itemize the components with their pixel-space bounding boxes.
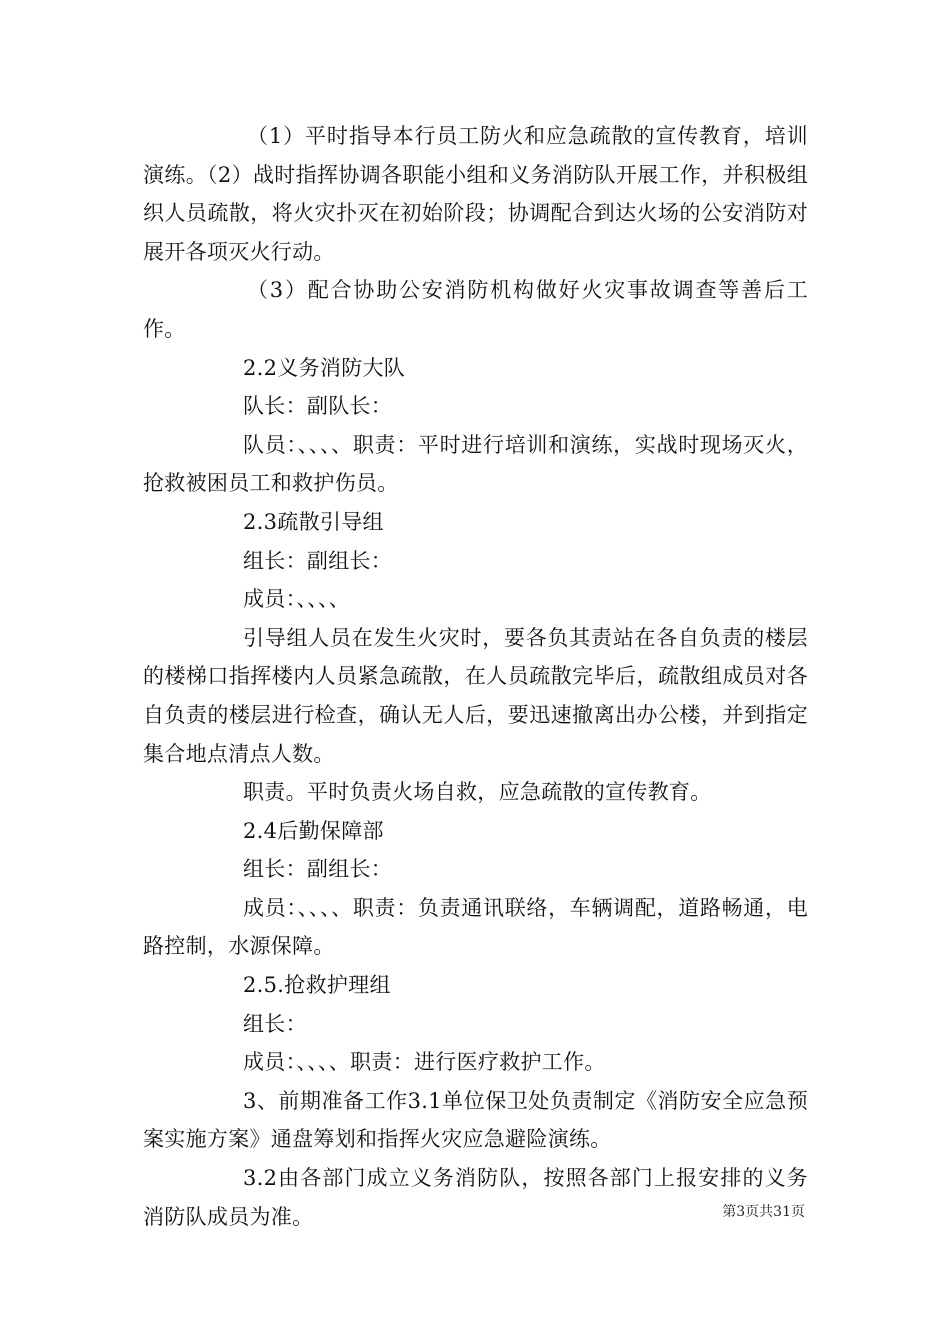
section-heading-2-5: 2.5.抢救护理组 — [243, 973, 391, 998]
paragraph-evacuation-guide: 引导组人员在发生火灾时，要各负其责站在各自负责的楼层的楼梯口指挥楼内人员紧急疏散，在人员疏散完毕后，疏散组成员对各自负责的楼层进行检查，确认无人后，要迅速撤离出办公楼，并到指定集合地点清点人数。 — [143, 625, 808, 766]
page-number-footer: 第3页共31页 — [722, 1204, 805, 1220]
section-heading-2-3: 2.3疏散引导组 — [243, 509, 384, 534]
document-body — [143, 117, 808, 1236]
section-heading-2-2: 2.2义务消防大队 — [243, 355, 406, 380]
paragraph-captain: 队长：副队长： — [243, 394, 393, 419]
paragraph-duty: 职责。平时负责火场自救，应急疏散的宣传教育。 — [243, 780, 712, 805]
paragraph-members: 成员：、、、、 — [243, 587, 351, 612]
paragraph-group-leader: 组长：副组长： — [243, 857, 393, 882]
paragraph-duty-1-2: （1）平时指导本行员工防火和应急疏散的宣传教育，培训演练。（2）战时指挥协调各职能小组和义务消防队开展工作，并积极组织人员疏散，将火灾扑灭在初始阶段；协调配合到达火场的公安消防对展开各项灭火行动。 — [143, 124, 808, 264]
section-heading-3: 3、前期准备工作3.1单位保卫处负责制定《消防安全应急预案实施方案》通盘筹划和指挥火灾应急避险演练。 — [143, 1088, 808, 1152]
paragraph-logistics-members: 成员：、、、、职责：负责通讯联络，车辆调配，道路畅通，电路控制，水源保障。 — [143, 895, 808, 959]
section-heading-2-4: 2.4后勤保障部 — [243, 818, 384, 843]
paragraph-3-2: 3.2由各部门成立义务消防队，按照各部门上报安排的义务消防队成员为准。 — [143, 1166, 808, 1229]
paragraph-group-leader: 组长： — [243, 1011, 307, 1036]
paragraph-group-leader: 组长：副组长： — [243, 548, 393, 573]
paragraph-team-members: 队员：、、、、职责：平时进行培训和演练，实战时现场灭火，抢救被困员工和救护伤员。 — [143, 432, 808, 496]
paragraph-rescue-members: 成员：、、、、职责：进行医疗救护工作。 — [243, 1050, 606, 1075]
paragraph-duty-3: （3）配合协助公安消防机构做好火灾事故调查等善后工作。 — [143, 278, 808, 341]
